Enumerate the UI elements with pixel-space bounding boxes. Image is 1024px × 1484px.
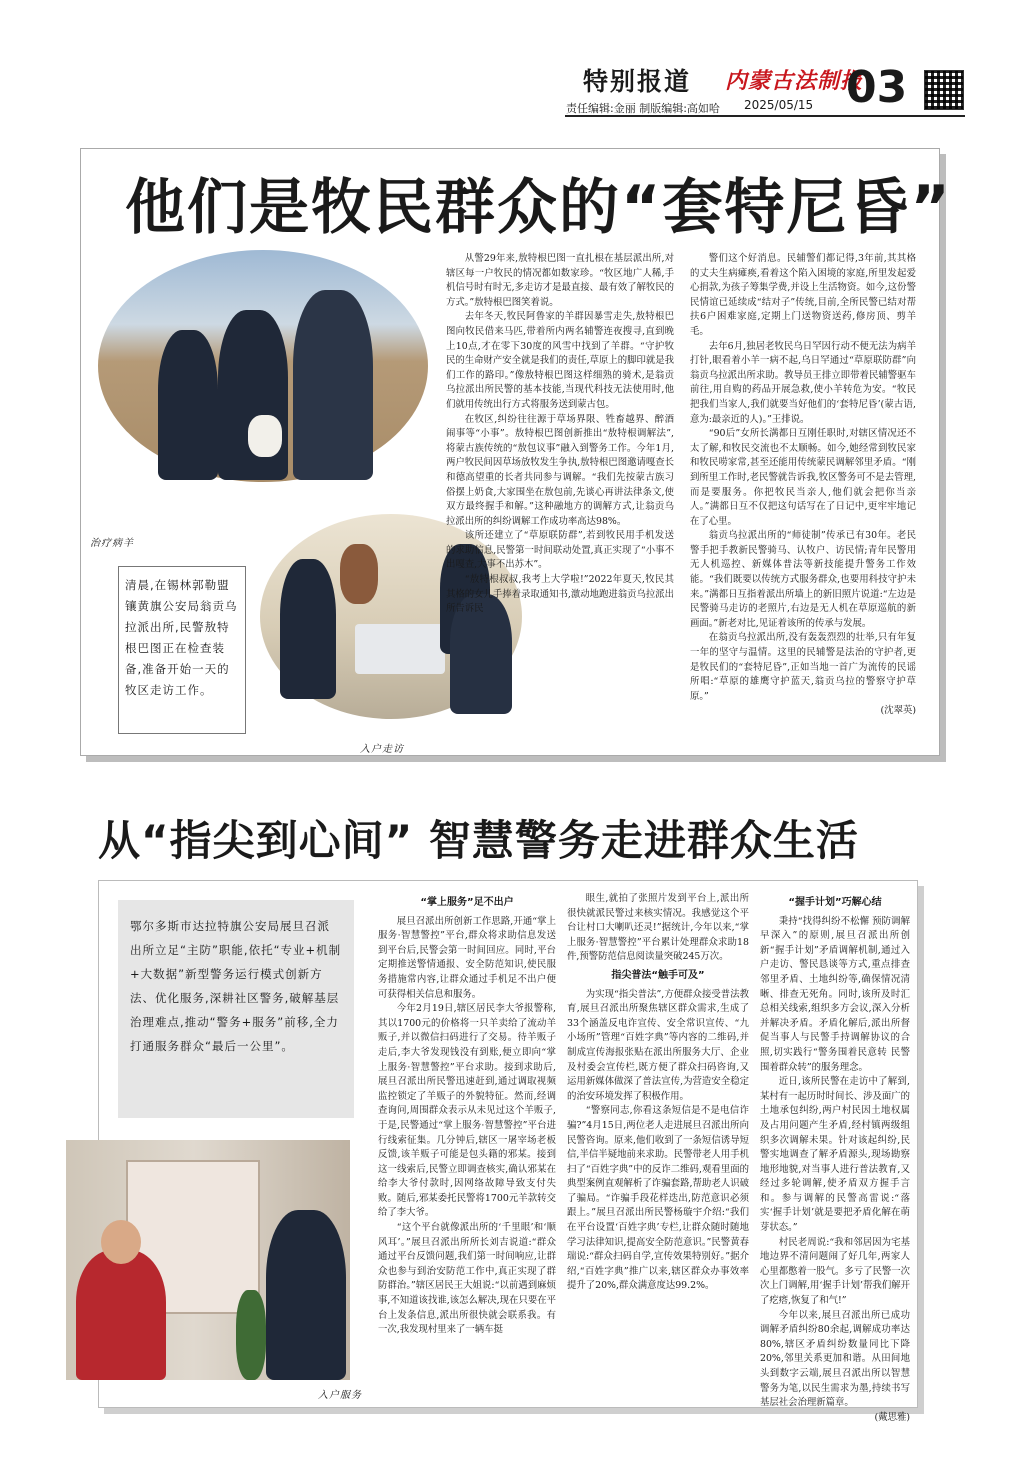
photo3-caption: 入户服务 [318, 1390, 362, 1401]
paragraph: 警们这个好消息。民辅警们都记得,3年前,其其格的丈夫生病瘫痪,看着这个陷入困境的家庭,所里发起爱心捐款,为孩子筹集学费,并设上生活物资。如今,这份警民情谊已延续成“结对子”传统,目前,全所民警已结对帮扶6户困难家庭,定期上门送物资送药,修房顶、剪羊毛。 [690, 253, 916, 337]
article1-caption-box: 清晨,在锡林郭勒盟镶黄旗公安局翁贡乌拉派出所,民警敖特根巴图正在检查装备,准备开始一天的牧区走访工作。 [118, 566, 246, 734]
paragraph: “这个平台就像派出所的‘千里眼’和‘顺风耳’。”展旦召派出所所长刘吉说道:“群众通过平台反馈问题,我们第一时间响应,让群众也参与到治安防范工作中,真正实现了群防群治。”辖区居民王大姐说:“以前遇到麻烦事,不知道该找谁,该怎么解决,现在只要在平台上发条信息,派出所很快就会联系我。有一次,我发现村里来了一辆车挺 [378, 1222, 556, 1336]
paragraph: “90后”女所长满都日互刚任职时,对辖区情况还不太了解,和牧民交流也不太顺畅。如今,她经常到牧民家和牧民唠家常,甚至还能用传统蒙民调解邻里矛盾。“刚到所里工作时,老民警就告诉我,牧区警务可不是去管理,而是要服务。你把牧民当亲人,他们就会把你当亲人。”满都日互不仅把这句话写在了日记中,更牢牢地记在了心里。 [690, 428, 916, 527]
article2-author: (戴思雅) [874, 1411, 910, 1423]
photo-treating-sheep [98, 250, 428, 482]
article2-title: 从“指尖到心间” 智慧警务走进群众生活 [98, 816, 859, 865]
article2-summary: 鄂尔多斯市达拉特旗公安局展旦召派出所立足“主防”职能,依托“专业+机制+大数据”新型警务运行模式创新方法、优化服务,深耕社区警务,破解基层治理难点,推动“警务+服务”前移,全力打通服务群众“最后一公里”。 [118, 900, 354, 1118]
paragraph: 今年以来,展旦召派出所已成功调解矛盾纠纷80余起,调解成功率达80%,辖区矛盾纠纷数量同比下降20%,邻里关系更加和谐。从田间地头到数字云端,展旦召派出所以智慧警务为笔,以民生需求为墨,持续书写基层社会治理新篇章。 [760, 1309, 910, 1409]
paragraph: 从警29年来,敖特根巴图一直扎根在基层派出所,对辖区每一户牧民的情况都如数家珍。“牧区地广人稀,手机信号时有时无,多走访才是最直接、最有效了解牧民的方式。”敖特根巴图笑着说。 [446, 253, 674, 308]
subheading: 指尖普法“触手可及” [611, 969, 705, 981]
paragraph: “警察同志,你看这条短信是不是电信诈骗?”4月15日,两位老人走进展旦召派出所向民警咨询。原来,他们收到了一条短信诱导短信,半信半疑地前来求助。民警带老人用手机扫了“百姓字典”中的反诈二维码,观看里面的典型案例直观解析了诈骗套路,帮助老人识破了骗局。“诈骗手段花样迭出,防范意识必须跟上。”展旦召派出所民警杨璇宇介绍:“我们在平台设置‘百姓字典’专栏,让群众随时随地学习法律知识,提高安全防范意识。”民警黄春瑞说:“群众扫码自学,宣传效果特别好。”据介绍,“百姓字典”推广以来,辖区群众办事效率提升了20%,群众满意度达99.2%。 [567, 1105, 749, 1292]
article1-column-2 [690, 252, 916, 747]
paragraph: “敖特根叔叔,我考上大学啦!”2022年夏天,牧民其其格的女儿手捧着录取通知书,激动地跑进翁贡乌拉派出所告诉民 [446, 574, 674, 615]
qr-code-icon [924, 70, 964, 110]
subheading: “掌上服务”足不出户 [420, 897, 514, 908]
issue-date: 2025/05/15 [744, 98, 814, 112]
article1-title: 他们是牧民群众的“套特尼昏” [125, 173, 952, 243]
photo-door-service [66, 1140, 350, 1380]
section-title: 特别报道 [583, 67, 692, 96]
page-number: 03 [846, 62, 908, 113]
newspaper-logo: 内蒙古法制报 [725, 68, 864, 94]
editor-credits: 责任编辑:金丽 制版编辑:高如哈 [566, 102, 720, 115]
paragraph: 秉持“找得纠纷不松懈 预防调解早深入”的原则,展旦召派出所创新“握手计划”矛盾调解机制,通过入户走访、警民恳谈等方式,重点排查邻里矛盾、土地纠纷等,确保情况清晰、排查无死角。同时,该所及时汇总相关线索,组织多方会议,深入分析并解决矛盾。矛盾化解后,派出所督促当事人与民警手持调解协议的合照,切实践行“警务围着民意转 民警围着群众转”的服务理念。 [760, 915, 910, 1073]
photo2-caption: 入户走访 [360, 744, 404, 755]
article2-column-1 [378, 892, 556, 1397]
paragraph: 眼生,就拍了张照片发到平台上,派出所很快就派民警过来核实情况。我感觉这个平台让村口大喇叭还灵!”据统计,今年以来,“掌上服务·智慧警控”平台累计处理群众求助18件,预警防范信息阅读量突破245万次。 [567, 893, 749, 963]
subheading: “握手计划”巧解心结 [788, 897, 882, 908]
paragraph: 去年6月,独居老牧民乌日罕因行动不便无法为病羊打针,眼看着小羊一病不起,乌日罕通过“草原联防群”向翁贡乌拉派出所求助。教导员王排立即带着民辅警驱车前往,用自购的药品开展急救,使小羊转危为安。“牧民把我们当家人,我们就要当好他们的‘套特尼昏’(蒙古语,意为:最亲近的人)。”王排说。 [690, 340, 916, 425]
paragraph: 近日,该所民警在走访中了解到,某村有一起历时时间长、涉及面广的土地承包纠纷,两户村民因土地权属及占用问题产生矛盾,经村镇两级组织多次调解未果。针对该起纠纷,民警实地调查了解矛盾源头,现场勘察地形地貌,对当事人进行普法教育,又经过多轮调解,使矛盾双方握手言和。参与调解的民警高雷说:“落实‘握手计划’就是要把矛盾化解在萌芽状态。” [760, 1076, 911, 1234]
paragraph: 在牧区,纠纷往往源于草场界限、牲畜越界、醉酒闹事等“小事”。敖特根巴图创新推出“敖特根调解法”,将蒙古族传统的“敖包议事”融入到警务工作。今年1月,两户牧民间因草场放牧发生争执,敖特根巴图邀请嘎查长和德高望重的长者共同参与调解。“我们先按蒙古族习俗摆上奶食,大家围坐在敖包前,先谈心再讲法律条文,使双方最终握手和解。”这种融地方的调解方式,让翁贡乌拉派出所的纠纷调解工作成功率高达98%。 [446, 413, 674, 527]
paragraph: 该所还建立了“草原联防群”,若到牧民用手机发送的求助信息,民警第一时间联动处置,真正实现了“小事不出嘎查,大事不出苏木”。 [446, 530, 674, 571]
paragraph: 在翁贡乌拉派出所,没有轰轰烈烈的壮举,只有年复一年的坚守与温情。这里的民辅警是法治的守护者,更是牧民们的“套特尼昏”,正如当地一首广为流传的民谣所唱:“草原的雄鹰守护蓝天,翁贡乌拉的警察守护草原。” [690, 632, 916, 702]
paragraph: 今年2月19日,辖区居民李大爷报警称,其以1700元的价格将一只羊卖给了流动羊贩子,并以微信扫码进行了交易。待羊贩子走后,李大爷发现钱没有到账,便立即向“掌上服务·智慧警控”平台求助。接到求助后,展旦召派出所民警迅速赶到,通过调取视频监控锁定了羊贩子的外貌特征。然而,经调查询问,周围群众表示从未见过这个羊贩子,于是,民警通过“掌上服务·智慧警控”平台进行线索征集。几分钟后,辖区一屠宰场老板反馈,该羊贩子可能是包头籍的邪某。接到这一线索后,民警立即调查核实,确认邪某在给李大爷付款时,因网络故障导致支付失败。随后,邪某委托民警将1700元羊款转交给了李大爷。 [378, 1003, 556, 1219]
article2-column-2 [567, 892, 749, 1397]
paragraph: 去年冬天,牧民阿鲁家的羊群因暴雪走失,敖特根巴图向牧民借来马匹,带着所内两名辅警连夜搜寻,直到晚上10点,才在零下30度的风雪中找到了羊群。“守护牧民的生命财产安全就是我们的责任,草原上的脚印就是我们工作的路印。”像敖特根巴图这样细熟的骑术,是翁贡乌拉派出所民警的基本技能,当现代科技无法使用时,他们就用传统出行方式将服务送到蒙古包。 [446, 311, 674, 410]
header-divider [565, 115, 965, 117]
paragraph: 展旦召派出所创新工作思路,开通“掌上服务·智慧警控”平台,群众将求助信息发送到平台后,民警会第一时间回应。同时,平台定期推送警情通报、安全防范知识,使民服务措施常内容,让群众通过手机足不出户便可获得相关信息和服务。 [378, 915, 556, 1000]
article1-column-1 [446, 252, 674, 747]
paragraph: 翁贡乌拉派出所的“师徒制”传承已有30年。老民警手把手教新民警骑马、认牧户、访民情;青年民警用无人机巡控、新媒体普法等新技能提升警务工作效能。“我们既要以传统方式服务群众,也要用科技守护未来。”满都日互指着派出所墙上的新旧照片说道:“左边是民警骑马走访的老照片,右边是无人机在草原巡航的新画面。”新老对比,见证着该所的传承与发展。 [690, 530, 916, 629]
article2-column-3 [760, 892, 911, 1423]
paragraph: 为实现“指尖普法”,方便群众接受普法教育,展旦召派出所聚焦辖区群众需求,生成了33个涵盖反电诈宣传、安全常识宣传、“九小场所”管理“百姓字典”等内容的二维码,并制成宣传海报张贴在派出所服务大厅、企业及村委会宣传栏,既方便了群众扫码咨询,又运用新媒体做深了普法宣传,为营造安全稳定的治安环境发挥了积极作用。 [567, 988, 749, 1102]
article1-author: (沈翠英) [880, 705, 916, 717]
paragraph: 村民老周说:“我和邻居因为宅基地边界不清问题闹了好几年,两家人心里都憋着一股气。多亏了民警一次次上门调解,用‘握手计划’帮我们解开了疙瘩,恢复了和气!” [760, 1236, 911, 1307]
photo1-caption: 治疗病羊 [90, 538, 134, 549]
